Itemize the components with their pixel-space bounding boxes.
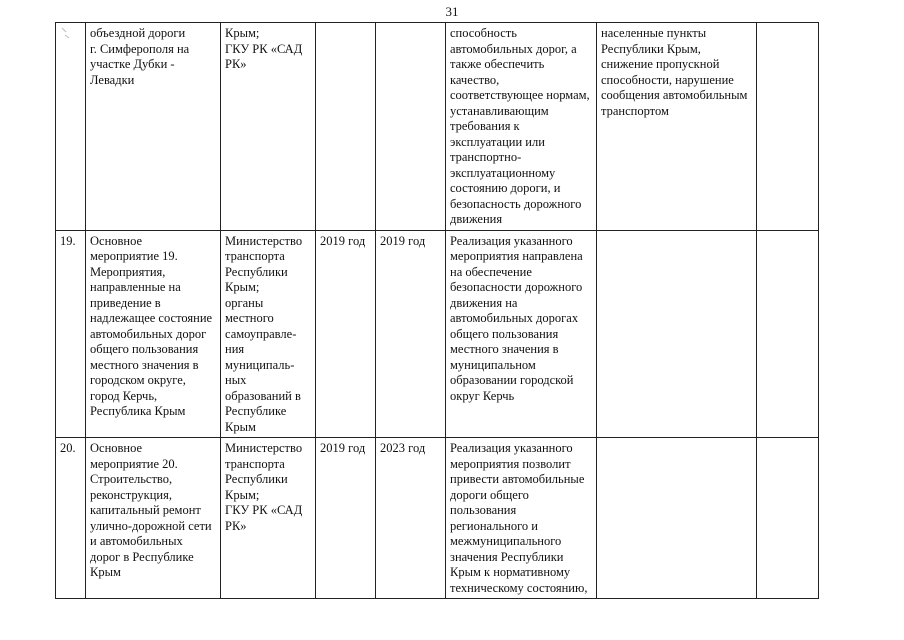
cell-expected-result: Реализация указанного мероприятия позволит привести автомобильные дороги общего пользования регионального и межмуниципального значения Республики Крым к нормативному техническому состоянию, (446, 438, 597, 599)
cell-link (757, 23, 819, 231)
cell-end-year (376, 23, 446, 231)
cell-executor: Министерство транспорта Республики Крым; ГКУ РК «САД РК» (221, 438, 316, 599)
cell-number: 20. (56, 438, 86, 599)
cell-link (757, 438, 819, 599)
cell-executor: Министерство транспорта Республики Крым; органы местного самоуправле- ния муниципаль- ных образований в Республике Крым (221, 230, 316, 438)
cell-end-year: 2019 год (376, 230, 446, 438)
cell-consequences (597, 438, 757, 599)
cell-measure-name: Основное мероприятие 19. Мероприятия, направленные на приведение в надлежащее состояние автомобильных дорог общего пользования местного значения в городском округе, город Керчь, Республика Крым (86, 230, 221, 438)
measures-table (55, 22, 819, 599)
page-number: 31 (445, 4, 459, 19)
cell-number (56, 23, 86, 231)
cell-end-year: 2023 год (376, 438, 446, 599)
cell-executor: Крым; ГКУ РК «САД РК» (221, 23, 316, 231)
cell-number: 19. (56, 230, 86, 438)
cell-start-year: 2019 год (316, 230, 376, 438)
cell-expected-result: способность автомобильных дорог, а также обеспечить качество, соответствующее нормам, устанавливающим требования к эксплуатации или транспортно- эксплуатационному состоянию дороги, и безопасность дорожного движения (446, 23, 597, 231)
cell-measure-name: объездной дороги г. Симферополя на участке Дубки - Левадки (86, 23, 221, 231)
table-row (56, 23, 819, 231)
cell-start-year (316, 23, 376, 231)
cell-consequences (597, 230, 757, 438)
table-row (56, 438, 819, 599)
cell-measure-name: Основное мероприятие 20. Строительство, реконструкция, капитальный ремонт улично-дорожной сети и автомобильных дорог в Республике Крым (86, 438, 221, 599)
table-row (56, 230, 819, 438)
cell-link (757, 230, 819, 438)
cell-expected-result: Реализация указанного мероприятия направлена на обеспечение безопасности дорожного движения на автомобильных дорогах общего пользования местного значения в муниципальном образовании городской округ Керчь (446, 230, 597, 438)
cell-consequences: населенные пункты Республики Крым, снижение пропускной способности, нарушение сообщения автомобильным транспортом (597, 23, 757, 231)
cell-start-year: 2019 год (316, 438, 376, 599)
